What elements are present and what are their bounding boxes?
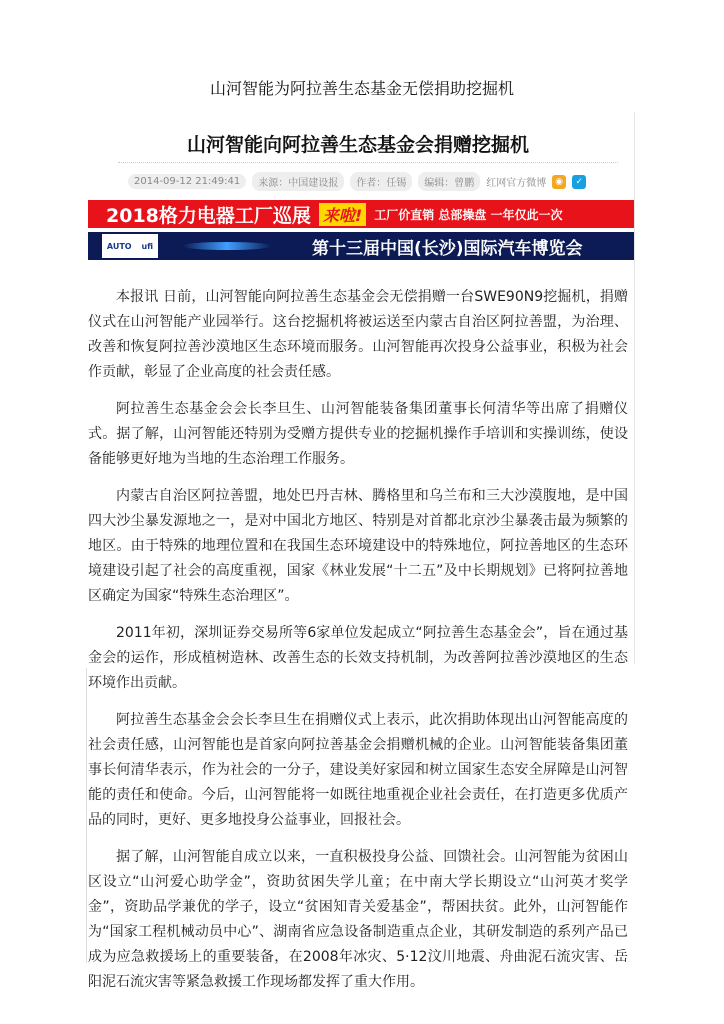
paragraph: 据了解，山河智能自成立以来，一直积极投身公益、回馈社会。山河智能为贫困山区设立“山河爱心助学金”，资助贫困失学儿童；在中南大学长期设立“山河英才奖学金”，资助品学兼优的学子，设立“贫困知青关爱基金”，帮困扶贫。此外，山河智能作为“国家工程机械动员中心”、湖南省应急设备制造重点企业，其研发制造的系列产品已成为应急救援场上的重要装备，在2008年冰灾、5·12汶川地震、舟曲泥石流灾害、岳阳泥石流灾害等紧急救援工作现场都发挥了重大作用。	[88, 849, 628, 990]
car-swoosh-graphic	[182, 242, 272, 250]
source: 来源：中国建设报	[252, 172, 344, 191]
paragraph: 内蒙古自治区阿拉善盟，地处巴丹吉林、腾格里和乌兰布和三大沙漠腹地，是中国四大沙尘暴发源地之一，是对中国北方地区、特别是对首都北京沙尘暴袭击最为频繁的地区。由于特殊的地理位置和在我国生态环境建设中的特殊地位，阿拉善地区的生态环境建设引起了社会的高度重视，国家《林业发展“十二五”及中长期规划》已将阿拉善地区确定为国家“特殊生态治理区”。	[88, 488, 628, 604]
banner-badge: 来啦!	[319, 203, 366, 226]
author: 作者：任锡	[350, 172, 412, 191]
ad-banner-gree[interactable]	[88, 200, 634, 228]
paragraph: 2011年初，深圳证券交易所等6家单位发起成立“阿拉善生态基金会”，旨在通过基金会的运作，形成植树造林、改善生态的长效支持机制，为改善阿拉善沙漠地区的生态环境作出贡献。	[88, 625, 628, 691]
weibo-label[interactable]: 红网官方微博	[486, 178, 547, 189]
editor: 编辑：曾鹏	[418, 172, 480, 191]
weibo-icon[interactable]: ◉	[552, 175, 566, 189]
publish-datetime: 2014-09-12 21:49:41	[128, 174, 246, 189]
document-title: 山河智能为阿拉善生态基金无偿捐助挖掘机	[209, 79, 514, 98]
ufi-logo: ufi	[141, 241, 154, 251]
ad-banner-auto-expo[interactable]	[88, 232, 634, 260]
article-meta	[128, 172, 586, 191]
banner-tagline: 工厂价直销 总部操盘 一年仅此一次	[374, 207, 563, 222]
paragraph: 阿拉善生态基金会会长李旦生、山河智能装备集团董事长何清华等出席了捐赠仪式。据了解，山河智能还特别为受赠方提供专业的挖掘机操作手培训和实操训练，使设备能够更好地为当地的生态治理工作服务。	[88, 401, 628, 467]
banner-main-text: 2018格力电器工厂巡展	[106, 204, 311, 227]
share-icon[interactable]: ✓	[572, 175, 586, 189]
divider	[118, 162, 618, 163]
banner-text: 第十三届中国(长沙)国际汽车博览会	[312, 238, 583, 259]
article-body	[88, 285, 628, 1007]
paragraph: 本报讯 日前，山河智能向阿拉善生态基金会无偿捐赠一台SWE90N9挖掘机，捐赠仪式在山河智能产业园举行。这台挖掘机将被运送至内蒙古自治区阿拉善盟，为治理、改善和恢复阿拉善沙漠地区生态环境而服务。山河智能再次投身公益事业，积极为社会作贡献，彰显了企业高度的社会责任感。	[88, 289, 628, 380]
paragraph: 阿拉善生态基金会会长李旦生在捐赠仪式上表示，此次捐助体现出山河智能高度的社会责任感，山河智能也是首家向阿拉善基金会捐赠机械的企业。山河智能装备集团董事长何清华表示，作为社会的一分子，建设美好家园和树立国家生态安全屏障是山河智能的责任和使命。今后，山河智能将一如既往地重视企业社会责任，在打造更多优质产品的同时，更好、更多地投身公益事业，回报社会。	[88, 712, 628, 828]
auto-logo: AUTO	[106, 241, 132, 251]
margin-line	[86, 668, 87, 963]
article-title: 山河智能向阿拉善生态基金会捐赠挖掘机	[186, 134, 529, 156]
expo-logos	[102, 234, 158, 258]
